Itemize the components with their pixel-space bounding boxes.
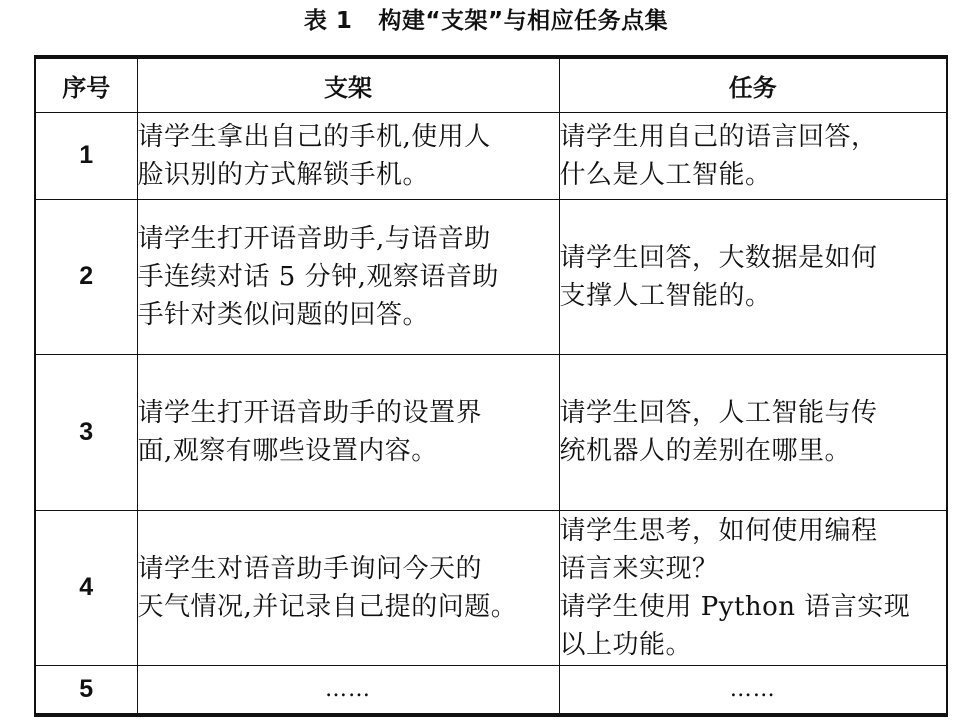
task-line: 请学生用自己的语言回答， [559, 121, 878, 152]
scaffold-line: 手连续对话 5 分钟,观察语音助 [137, 261, 499, 292]
scaffold-line: 请学生拿出自己的手机,使用人 [137, 121, 491, 152]
header-index: 序号 [35, 57, 137, 112]
row-index: 2 [35, 199, 137, 354]
task-line: 请学生使用 Python 语言实现 [559, 591, 911, 622]
table-row [35, 510, 947, 665]
task-cell [559, 112, 947, 199]
scaffold-cell [137, 354, 559, 510]
scaffold-line: 请学生对语音助手询问今天的 [137, 553, 483, 584]
header-scaffold: 支架 [137, 57, 559, 112]
task-cell [559, 665, 947, 715]
scaffold-line: 手针对类似问题的回答。 [137, 299, 430, 330]
task-line: 统机器人的差别在哪里。 [559, 436, 852, 466]
scaffold-cell [137, 665, 559, 715]
task-line: 请学生回答，人工智能与传 [559, 398, 878, 428]
scaffold-line: 天气情况,并记录自己提的问题。 [137, 591, 518, 622]
scaffold-line: 面,观察有哪些设置内容。 [137, 436, 438, 466]
task-cell [559, 199, 947, 354]
table-row [35, 665, 947, 715]
table-number: 表 1 [303, 8, 353, 34]
task-line: 语言来实现？ [559, 553, 719, 584]
table-caption [0, 6, 972, 36]
ellipsis-placeholder: …… [729, 676, 776, 702]
scaffold-line: 请学生打开语音助手的设置界 [137, 398, 483, 428]
scaffold-cell [137, 199, 559, 354]
row-index: 4 [35, 510, 137, 665]
scaffold-cell [137, 510, 559, 665]
task-line: 请学生回答，大数据是如何 [559, 242, 878, 273]
table-row [35, 199, 947, 354]
task-line: 请学生思考，如何使用编程 [559, 515, 878, 546]
task-cell [559, 354, 947, 510]
scaffold-cell [137, 112, 559, 199]
row-index: 3 [35, 354, 137, 510]
row-index: 5 [35, 665, 137, 715]
task-line: 支撑人工智能的。 [559, 280, 772, 311]
task-line: 什么是人工智能。 [559, 159, 772, 190]
scaffold-task-table [34, 55, 948, 717]
table-row [35, 112, 947, 199]
header-task: 任务 [559, 57, 947, 112]
scaffold-line: 请学生打开语音助手,与语音助 [137, 223, 491, 254]
task-cell [559, 510, 947, 665]
task-line: 以上功能。 [559, 629, 693, 660]
scaffold-line: 脸识别的方式解锁手机。 [137, 159, 430, 190]
table-row [35, 354, 947, 510]
table-title: 构建“支架”与相应任务点集 [378, 8, 669, 34]
header-row [35, 57, 947, 112]
ellipsis-placeholder: …… [325, 676, 371, 702]
row-index: 1 [35, 112, 137, 199]
